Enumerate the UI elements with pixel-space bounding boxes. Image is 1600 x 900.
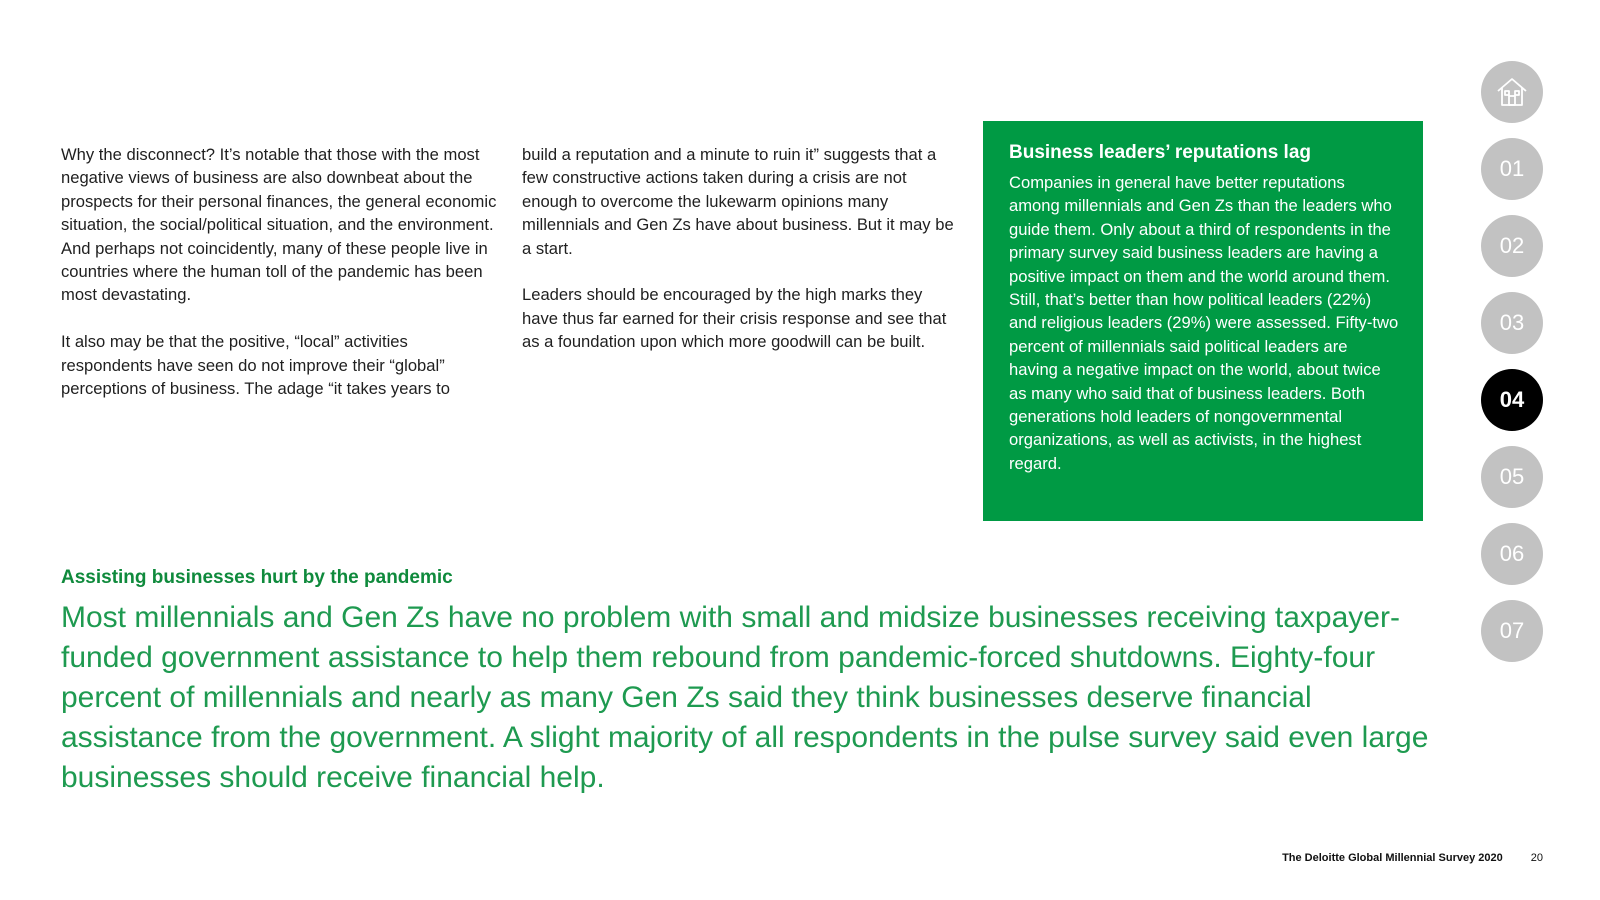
nav-chapter-01-button[interactable]: 01 [1481,138,1543,200]
paragraph: Why the disconnect? It’s notable that those with the most negative views of business are also downbeat about the prospects for their personal finances, the general economic situation, the social/political situation, and the environment. And perhaps not coincidently, many of these people live in countries where the human toll of the pandemic has been most devastating. [61,145,497,305]
section-lead-text: Most millennials and Gen Zs have no problem with small and midsize businesses receiving taxpayer-funded government assistance to help them rebound from pandemic-forced shutdowns. Eighty-four percent of millennials and nearly as many Gen Zs said they think businesses deserve financial assistance from the government. A slight majority of all respondents in the pulse survey said even large businesses should receive financial help. [61,601,1429,794]
nav-home-button[interactable] [1481,61,1543,123]
nav-chapter-05-button[interactable]: 05 [1481,446,1543,508]
nav-chapter-07-button[interactable]: 07 [1481,600,1543,662]
nav-chapter-06-button[interactable]: 06 [1481,523,1543,585]
sidebar-callout [983,121,1423,521]
body-column-1 [61,143,501,424]
nav-chapter-03-button[interactable]: 03 [1481,292,1543,354]
sidebar-body: Companies in general have better reputations among millennials and Gen Zs than the leaders who guide them. Only about a third of respondents in the primary survey said business leaders are having a positive impact on them and the world around them. Still, that’s better than how political leaders (22%) and religious leaders (29%) were assessed. Fifty-two percent of millennials said political leaders are having a negative impact on the world, about twice as many who said that of business leaders. Both generations hold leaders of nongovernmental organizations, as well as activists, in the highest regard. [1009,173,1399,473]
body-column-2 [522,143,962,377]
paragraph: It also may be that the positive, “local” activities respondents have seen do not improve their “global” perceptions of business. The adage “it takes years to [61,332,450,399]
sidebar-title: Business leaders’ reputations lag [1009,142,1311,163]
footer-title: The Deloitte Global Millennial Survey 2020 [1282,852,1503,864]
section-heading: Assisting businesses hurt by the pandemic [61,567,453,588]
nav-chapter-02-button[interactable]: 02 [1481,215,1543,277]
home-icon [1494,74,1530,110]
paragraph: build a reputation and a minute to ruin it” suggests that a few constructive actions taken during a crisis are not enough to overcome the lukewarm opinions many millennials and Gen Zs have about business. But it may be a start. [522,145,954,258]
nav-chapter-04-button[interactable]: 04 [1481,369,1543,431]
page-number: 20 [1530,852,1543,864]
footer [1282,852,1543,864]
paragraph: Leaders should be encouraged by the high marks they have thus far earned for their crisis response and see that as a foundation upon which more goodwill can be built. [522,285,947,352]
chapter-nav [1481,61,1543,677]
